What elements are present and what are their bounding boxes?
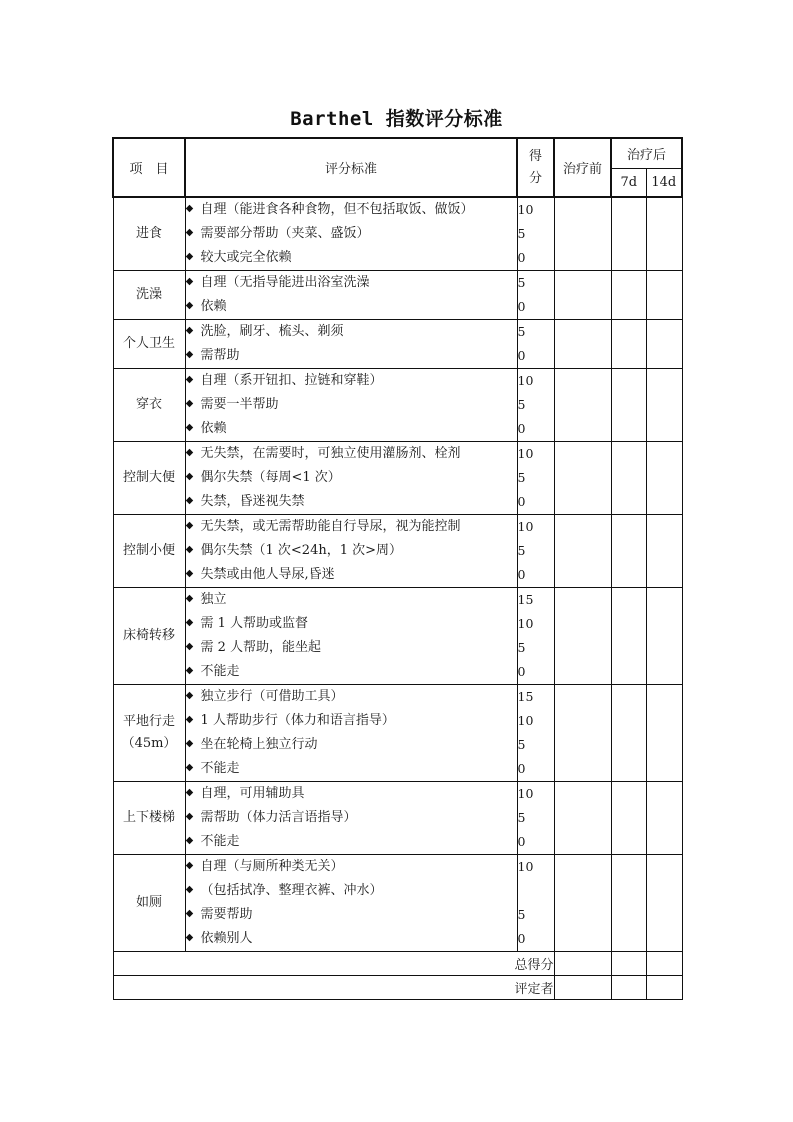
item-cell bbox=[113, 369, 185, 442]
item-cell bbox=[113, 515, 185, 588]
score-value: 0 bbox=[517, 494, 526, 509]
criteria-text: 不能走 bbox=[200, 834, 240, 849]
header-post-treatment: 治疗后 bbox=[611, 138, 682, 168]
criteria-item bbox=[186, 782, 517, 806]
score-entry-7d-cell[interactable] bbox=[611, 271, 646, 320]
score-value: 15 bbox=[517, 689, 534, 704]
score-value: 10 bbox=[517, 713, 534, 728]
table-row bbox=[113, 320, 682, 369]
diamond-bullet-icon bbox=[185, 229, 192, 236]
score-value: 0 bbox=[517, 931, 526, 946]
criteria-item bbox=[186, 417, 517, 441]
criteria-text: 不能走 bbox=[200, 664, 240, 679]
total-row bbox=[113, 952, 682, 976]
criteria-text: 自理（无指导能进出浴室洗澡 bbox=[200, 275, 370, 290]
criteria-text: 依赖 bbox=[200, 299, 227, 314]
item-cell bbox=[113, 197, 185, 271]
criteria-item bbox=[186, 757, 517, 781]
score-value: 5 bbox=[517, 324, 526, 339]
score-entry-pre-cell[interactable] bbox=[554, 782, 611, 855]
criteria-item bbox=[186, 855, 517, 879]
score-value: 0 bbox=[517, 664, 526, 679]
criteria-cell bbox=[185, 855, 517, 952]
criteria-item bbox=[186, 442, 517, 466]
criteria-item bbox=[186, 222, 517, 246]
score-value: 5 bbox=[517, 737, 526, 752]
score-cell bbox=[517, 515, 554, 588]
score-value: 10 bbox=[517, 519, 534, 534]
criteria-item bbox=[186, 879, 517, 903]
criteria-text: （包括拭净、整理衣裤、冲水） bbox=[200, 883, 383, 898]
criteria-text: 需帮助 bbox=[200, 348, 240, 363]
criteria-item bbox=[186, 515, 517, 539]
score-value: 10 bbox=[517, 202, 534, 217]
diamond-bullet-icon bbox=[185, 473, 192, 480]
criteria-text: 自理，可用辅助具 bbox=[200, 786, 305, 801]
criteria-text: 自理（能进食各种食物，但不包括取饭、做饭） bbox=[200, 202, 474, 217]
score-value: 5 bbox=[517, 543, 526, 558]
total-7d-cell[interactable] bbox=[611, 952, 646, 976]
criteria-item bbox=[186, 320, 517, 344]
criteria-text: 洗脸，刷牙、梳头、剃须 bbox=[200, 324, 344, 339]
score-entry-14d-cell[interactable] bbox=[646, 320, 682, 369]
diamond-bullet-icon bbox=[185, 619, 192, 626]
score-value: 0 bbox=[517, 834, 526, 849]
header-item: 项 目 bbox=[113, 138, 185, 197]
item-label: 平地行走 bbox=[122, 714, 175, 729]
header-score-top: 得 bbox=[528, 148, 542, 164]
diamond-bullet-icon bbox=[185, 789, 192, 796]
item-label: 个人卫生 bbox=[122, 336, 175, 351]
criteria-item bbox=[186, 539, 517, 563]
diamond-bullet-icon bbox=[185, 449, 192, 456]
score-value: 0 bbox=[517, 348, 526, 363]
criteria-item bbox=[186, 369, 517, 393]
score-entry-pre-cell[interactable] bbox=[554, 515, 611, 588]
diamond-bullet-icon bbox=[185, 376, 192, 383]
item-label: 如厕 bbox=[135, 895, 162, 910]
criteria-item bbox=[186, 246, 517, 270]
table-row bbox=[113, 442, 682, 515]
diamond-bullet-icon bbox=[185, 740, 192, 747]
score-value: 10 bbox=[517, 786, 534, 801]
score-entry-pre-cell[interactable] bbox=[554, 369, 611, 442]
criteria-text: 无失禁，在需要时，可独立使用灌肠剂、栓剂 bbox=[200, 446, 461, 461]
score-entry-7d-cell[interactable] bbox=[611, 369, 646, 442]
criteria-text: 失禁或由他人导尿,昏迷 bbox=[200, 567, 335, 582]
criteria-cell bbox=[185, 369, 517, 442]
assessor-7d-cell[interactable] bbox=[611, 976, 646, 1000]
score-cell bbox=[517, 442, 554, 515]
score-entry-14d-cell[interactable] bbox=[646, 855, 682, 952]
criteria-text: 依赖别人 bbox=[200, 931, 253, 946]
criteria-text: 需帮助（体力活言语指导） bbox=[200, 810, 357, 825]
score-value: 0 bbox=[517, 299, 526, 314]
score-cell bbox=[517, 369, 554, 442]
criteria-text: 独立步行（可借助工具） bbox=[200, 689, 344, 704]
score-entry-pre-cell[interactable] bbox=[554, 855, 611, 952]
item-cell bbox=[113, 855, 185, 952]
criteria-text: 无失禁，或无需帮助能自行导尿，视为能控制 bbox=[200, 519, 461, 534]
header-criteria: 评分标准 bbox=[185, 138, 517, 197]
score-entry-7d-cell[interactable] bbox=[611, 515, 646, 588]
table-row bbox=[113, 588, 682, 685]
score-value: 5 bbox=[517, 226, 526, 241]
criteria-item bbox=[186, 830, 517, 854]
total-pre-cell[interactable] bbox=[554, 952, 611, 976]
diamond-bullet-icon bbox=[185, 595, 192, 602]
item-cell bbox=[113, 442, 185, 515]
score-value: 5 bbox=[517, 640, 526, 655]
diamond-bullet-icon bbox=[185, 253, 192, 260]
criteria-text: 独立 bbox=[200, 592, 227, 607]
score-entry-7d-cell[interactable] bbox=[611, 442, 646, 515]
score-entry-7d-cell[interactable] bbox=[611, 855, 646, 952]
criteria-text: 自理（系开钮扣、拉链和穿鞋） bbox=[200, 373, 383, 388]
item-label: 进食 bbox=[135, 226, 162, 241]
criteria-text: 需要帮助 bbox=[200, 907, 253, 922]
criteria-cell bbox=[185, 782, 517, 855]
score-cell bbox=[517, 271, 554, 320]
score-value: 5 bbox=[517, 907, 526, 922]
score-entry-7d-cell[interactable] bbox=[611, 782, 646, 855]
criteria-text: 依赖 bbox=[200, 421, 227, 436]
table-row bbox=[113, 685, 682, 782]
header-pre-treatment: 治疗前 bbox=[554, 138, 611, 197]
score-value: 0 bbox=[517, 421, 526, 436]
criteria-text: 需 1 人帮助或监督 bbox=[200, 616, 309, 631]
criteria-cell bbox=[185, 271, 517, 320]
score-cell bbox=[517, 782, 554, 855]
score-entry-14d-cell[interactable] bbox=[646, 369, 682, 442]
score-entry-7d-cell[interactable] bbox=[611, 588, 646, 685]
criteria-text: 自理（与厕所种类无关） bbox=[200, 859, 344, 874]
criteria-item bbox=[186, 927, 517, 951]
score-entry-pre-cell[interactable] bbox=[554, 442, 611, 515]
score-value: 0 bbox=[517, 761, 526, 776]
diamond-bullet-icon bbox=[185, 302, 192, 309]
criteria-item bbox=[186, 660, 517, 684]
criteria-text: 需要部分帮助（夹菜、盛饭） bbox=[200, 226, 370, 241]
criteria-item bbox=[186, 344, 517, 368]
score-cell bbox=[517, 685, 554, 782]
total-score-label: 总得分 bbox=[113, 952, 554, 976]
score-entry-pre-cell[interactable] bbox=[554, 197, 611, 271]
item-cell bbox=[113, 685, 185, 782]
criteria-item bbox=[186, 709, 517, 733]
header-day14: 14d bbox=[646, 168, 682, 197]
criteria-item bbox=[186, 490, 517, 514]
diamond-bullet-icon bbox=[185, 351, 192, 358]
criteria-text: 1 人帮助步行（体力和语言指导） bbox=[200, 713, 395, 728]
score-entry-pre-cell[interactable] bbox=[554, 271, 611, 320]
criteria-cell bbox=[185, 588, 517, 685]
criteria-text: 坐在轮椅上独立行动 bbox=[200, 737, 318, 752]
criteria-item bbox=[186, 733, 517, 757]
criteria-cell bbox=[185, 515, 517, 588]
diamond-bullet-icon bbox=[185, 497, 192, 504]
diamond-bullet-icon bbox=[185, 667, 192, 674]
criteria-item bbox=[186, 271, 517, 295]
criteria-item bbox=[186, 588, 517, 612]
score-cell bbox=[517, 588, 554, 685]
item-cell bbox=[113, 782, 185, 855]
criteria-cell bbox=[185, 197, 517, 271]
criteria-item bbox=[186, 198, 517, 222]
score-entry-7d-cell[interactable] bbox=[611, 320, 646, 369]
score-value: 10 bbox=[517, 616, 534, 631]
diamond-bullet-icon bbox=[185, 546, 192, 553]
criteria-item bbox=[186, 563, 517, 587]
header-score bbox=[517, 138, 554, 197]
criteria-text: 需 2 人帮助，能坐起 bbox=[200, 640, 322, 655]
criteria-item bbox=[186, 612, 517, 636]
score-cell bbox=[517, 855, 554, 952]
score-entry-14d-cell[interactable] bbox=[646, 515, 682, 588]
table-row bbox=[113, 515, 682, 588]
diamond-bullet-icon bbox=[185, 327, 192, 334]
assessor-14d-cell[interactable] bbox=[646, 976, 682, 1000]
barthel-score-table bbox=[112, 137, 683, 1000]
diamond-bullet-icon bbox=[185, 934, 192, 941]
diamond-bullet-icon bbox=[185, 424, 192, 431]
diamond-bullet-icon bbox=[185, 910, 192, 917]
diamond-bullet-icon bbox=[185, 522, 192, 529]
criteria-text: 较大或完全依赖 bbox=[200, 250, 292, 265]
criteria-text: 偶尔失禁（1 次<24h，1 次>周） bbox=[200, 543, 403, 558]
score-value: 10 bbox=[517, 859, 534, 874]
score-cell bbox=[517, 197, 554, 271]
score-entry-pre-cell[interactable] bbox=[554, 685, 611, 782]
score-value bbox=[518, 879, 554, 903]
score-entry-7d-cell[interactable] bbox=[611, 197, 646, 271]
score-value: 0 bbox=[517, 250, 526, 265]
criteria-item bbox=[186, 466, 517, 490]
diamond-bullet-icon bbox=[185, 570, 192, 577]
score-entry-pre-cell[interactable] bbox=[554, 320, 611, 369]
criteria-item bbox=[186, 806, 517, 830]
item-cell bbox=[113, 588, 185, 685]
title-latin: Barthel bbox=[290, 108, 374, 130]
score-entry-14d-cell[interactable] bbox=[646, 271, 682, 320]
diamond-bullet-icon bbox=[185, 886, 192, 893]
criteria-text: 不能走 bbox=[200, 761, 240, 776]
criteria-text: 偶尔失禁（每周<1 次） bbox=[200, 470, 341, 485]
score-value: 5 bbox=[517, 397, 526, 412]
score-entry-14d-cell[interactable] bbox=[646, 442, 682, 515]
item-label: 上下楼梯 bbox=[122, 810, 175, 825]
criteria-text: 需要一半帮助 bbox=[200, 397, 279, 412]
score-value: 10 bbox=[517, 373, 534, 388]
item-label: 床椅转移 bbox=[122, 628, 175, 643]
table-row bbox=[113, 855, 682, 952]
score-entry-pre-cell[interactable] bbox=[554, 588, 611, 685]
diamond-bullet-icon bbox=[185, 862, 192, 869]
diamond-bullet-icon bbox=[185, 716, 192, 723]
title-chinese: 指数评分标准 bbox=[385, 108, 503, 130]
criteria-item bbox=[186, 636, 517, 660]
score-entry-14d-cell[interactable] bbox=[646, 685, 682, 782]
item-label: 控制大便 bbox=[122, 470, 175, 485]
table-row bbox=[113, 271, 682, 320]
criteria-item bbox=[186, 903, 517, 927]
diamond-bullet-icon bbox=[185, 813, 192, 820]
item-cell bbox=[113, 320, 185, 369]
score-value: 5 bbox=[517, 275, 526, 290]
item-label: 洗澡 bbox=[135, 287, 162, 302]
criteria-item bbox=[186, 295, 517, 319]
item-label: 控制小便 bbox=[122, 543, 175, 558]
diamond-bullet-icon bbox=[185, 692, 192, 699]
assessor-pre-cell[interactable] bbox=[554, 976, 611, 1000]
criteria-item bbox=[186, 685, 517, 709]
score-value: 10 bbox=[517, 446, 534, 461]
table-row bbox=[113, 369, 682, 442]
score-value: 0 bbox=[517, 567, 526, 582]
score-entry-14d-cell[interactable] bbox=[646, 782, 682, 855]
item-label: 穿衣 bbox=[135, 397, 162, 412]
score-cell bbox=[517, 320, 554, 369]
criteria-cell bbox=[185, 685, 517, 782]
item-sublabel: （45m） bbox=[121, 736, 177, 751]
score-value: 5 bbox=[517, 810, 526, 825]
page-title bbox=[0, 104, 793, 131]
diamond-bullet-icon bbox=[185, 643, 192, 650]
table-body bbox=[113, 197, 682, 952]
item-cell bbox=[113, 271, 185, 320]
table-row bbox=[113, 197, 682, 271]
header-score-bottom: 分 bbox=[528, 170, 542, 186]
diamond-bullet-icon bbox=[185, 837, 192, 844]
score-entry-14d-cell[interactable] bbox=[646, 588, 682, 685]
criteria-item bbox=[186, 393, 517, 417]
diamond-bullet-icon bbox=[185, 205, 192, 212]
diamond-bullet-icon bbox=[185, 400, 192, 407]
header-day7: 7d bbox=[611, 168, 646, 197]
assessor-label: 评定者 bbox=[113, 976, 554, 1000]
score-value: 15 bbox=[517, 592, 534, 607]
diamond-bullet-icon bbox=[185, 764, 192, 771]
criteria-cell bbox=[185, 442, 517, 515]
table-row bbox=[113, 782, 682, 855]
score-entry-7d-cell[interactable] bbox=[611, 685, 646, 782]
diamond-bullet-icon bbox=[185, 278, 192, 285]
assessor-row bbox=[113, 976, 682, 1000]
criteria-text: 失禁，昏迷视失禁 bbox=[200, 494, 305, 509]
score-entry-14d-cell[interactable] bbox=[646, 197, 682, 271]
criteria-cell bbox=[185, 320, 517, 369]
total-14d-cell[interactable] bbox=[646, 952, 682, 976]
score-value: 5 bbox=[517, 470, 526, 485]
